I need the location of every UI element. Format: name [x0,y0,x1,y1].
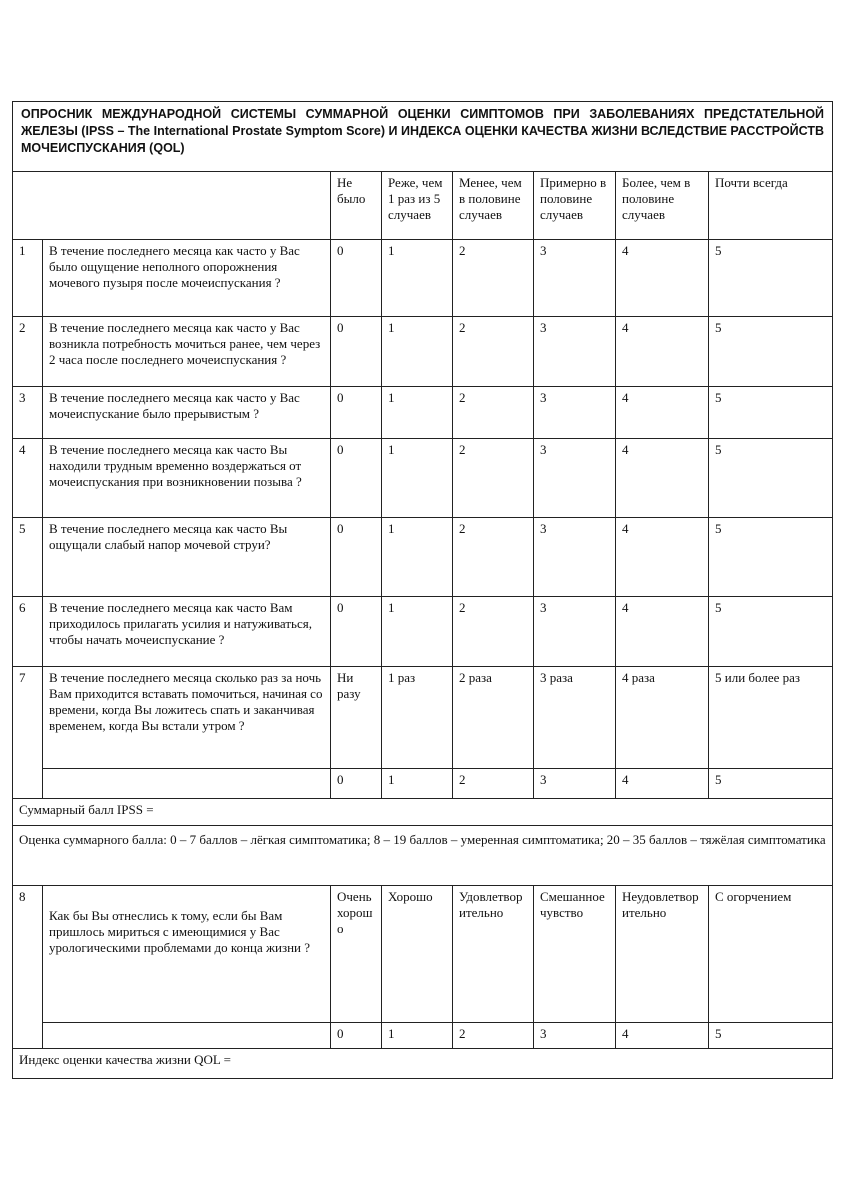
header-option-4: Более, чем в половине случаев [616,172,709,240]
score-cell-3[interactable]: 3 [534,518,616,597]
score-cell-1[interactable]: 1 [382,518,453,597]
score-cell-2[interactable]: 2 [453,387,534,439]
score-cell-1[interactable]: 1 [382,597,453,667]
question-text: Как бы Вы отнеслись к тому, если бы Вам пришлось мириться с имеющимися у Вас урологическими проблемами до конца жизни ? [43,886,331,1023]
score-cell-2[interactable]: 2 [453,317,534,387]
qol-option-0: Очень хорошо [331,886,382,1023]
score-cell-4[interactable]: 4 [616,240,709,317]
score-cell-1[interactable]: 1 [382,317,453,387]
score-cell-3[interactable]: 3 [534,597,616,667]
question-number: 4 [13,439,43,518]
score-cell-1[interactable]: 1 [382,240,453,317]
header-option-2: Менее, чем в половине случаев [453,172,534,240]
question-text: В течение последнего месяца как часто Вы находили трудным временно воздержаться от мочеиспускания при возникновении позыва ? [43,439,331,518]
question-number: 7 [13,667,43,799]
qol-index-row [13,1049,833,1079]
questionnaire-table [12,101,833,1079]
interpretation-row [13,826,833,886]
score-cell-5[interactable]: 5 [709,439,833,518]
score-cell-5[interactable]: 5 [709,387,833,439]
q7-option-4: 4 раза [616,667,709,769]
question-text: В течение последнего месяца как часто Вам приходилось прилагать усилия и натуживаться, чтобы начать мочеиспускание ? [43,597,331,667]
score-cell-4[interactable]: 4 [616,1023,709,1049]
score-cell-0[interactable]: 0 [331,240,382,317]
q7-option-2: 2 раза [453,667,534,769]
question-text: В течение последнего месяца как часто Вы ощущали слабый напор мочевой струи? [43,518,331,597]
qol-option-3: Смешанное чувство [534,886,616,1023]
qol-option-2: Удовлетворительно [453,886,534,1023]
qol-option-5: С огорчением [709,886,833,1023]
score-cell-0[interactable]: 0 [331,387,382,439]
score-cell-4[interactable]: 4 [616,317,709,387]
score-cell-0[interactable]: 0 [331,317,382,387]
score-cell-4[interactable]: 4 [616,387,709,439]
score-cell-0[interactable]: 0 [331,1023,382,1049]
score-cell-2[interactable]: 2 [453,597,534,667]
ipss-sum-field[interactable]: Суммарный балл IPSS = [13,799,833,826]
score-cell-4[interactable]: 4 [616,518,709,597]
header-option-0: Не было [331,172,382,240]
score-cell-0[interactable]: 0 [331,439,382,518]
score-cell-0[interactable]: 0 [331,769,382,799]
score-cell-2[interactable]: 2 [453,240,534,317]
question-row [13,597,833,667]
q7-option-0: Ни разу [331,667,382,769]
score-cell-3[interactable]: 3 [534,769,616,799]
qol-question-row [13,886,833,1023]
score-cell-2[interactable]: 2 [453,439,534,518]
question-number: 3 [13,387,43,439]
score-cell-4[interactable]: 4 [616,597,709,667]
question-number: 1 [13,240,43,317]
ipss-sum-row [13,799,833,826]
header-option-3: Примерно в половине случаев [534,172,616,240]
q7-score-row [13,769,833,799]
ipss-questionnaire [12,101,832,1079]
question-number: 2 [13,317,43,387]
question-text: В течение последнего месяца сколько раз за ночь Вам приходится вставать помочиться, начиная со времени, когда Вы ложитесь спать и заканчивая временем, когда Вы встали утром ? [43,667,331,769]
score-cell-2[interactable]: 2 [453,518,534,597]
score-cell-2[interactable]: 2 [453,1023,534,1049]
score-cell-5[interactable]: 5 [709,518,833,597]
question-number: 6 [13,597,43,667]
questionnaire-title: ОПРОСНИК МЕЖДУНАРОДНОЙ СИСТЕМЫ СУММАРНОЙ ОЦЕНКИ СИМПТОМОВ ПРИ ЗАБОЛЕВАНИЯХ ПРЕДСТАТЕЛЬНОЙ ЖЕЛЕЗЫ (IPSS – The International Prostate Symptom Score) И ИНДЕКСА ОЦЕНКИ КАЧЕСТВА ЖИЗНИ ВСЛЕДСТВИЕ РАССТРОЙСТВ МОЧЕИСПУСКАНИЯ (QOL) [13,102,833,172]
question-row [13,518,833,597]
score-cell-1[interactable]: 1 [382,439,453,518]
question-row [13,439,833,518]
score-cell-3[interactable]: 3 [534,1023,616,1049]
question-number: 8 [13,886,43,1049]
header-blank-cell [13,172,331,240]
question-number: 5 [13,518,43,597]
question-row [13,240,833,317]
qol-index-field[interactable]: Индекс оценки качества жизни QOL = [13,1049,833,1079]
score-cell-4[interactable]: 4 [616,439,709,518]
score-cell-5[interactable]: 5 [709,317,833,387]
score-cell-4[interactable]: 4 [616,769,709,799]
header-row [13,172,833,240]
qol-score-blank [43,1023,331,1049]
title-row [13,102,833,172]
q7-score-blank [43,769,331,799]
score-interpretation: Оценка суммарного балла: 0 – 7 баллов – лёгкая симптоматика; 8 – 19 баллов – умеренная симптоматика; 20 – 35 баллов – тяжёлая симптоматика [13,826,833,886]
score-cell-3[interactable]: 3 [534,439,616,518]
question-row [13,317,833,387]
question-text: В течение последнего месяца как часто у Вас возникла потребность мочиться ранее, чем через 2 часа после последнего мочеиспускания ? [43,317,331,387]
header-option-1: Реже, чем 1 раз из 5 случаев [382,172,453,240]
qol-score-row [13,1023,833,1049]
score-cell-5[interactable]: 5 [709,597,833,667]
score-cell-5[interactable]: 5 [709,1023,833,1049]
qol-option-4: Неудовлетворительно [616,886,709,1023]
q7-option-1: 1 раз [382,667,453,769]
score-cell-1[interactable]: 1 [382,1023,453,1049]
score-cell-5[interactable]: 5 [709,769,833,799]
score-cell-0[interactable]: 0 [331,518,382,597]
q7-option-3: 3 раза [534,667,616,769]
score-cell-1[interactable]: 1 [382,387,453,439]
score-cell-2[interactable]: 2 [453,769,534,799]
question-text: В течение последнего месяца как часто у Вас мочеиспускание было прерывистым ? [43,387,331,439]
header-option-5: Почти всегда [709,172,833,240]
qol-option-1: Хорошо [382,886,453,1023]
question-text: В течение последнего месяца как часто у Вас было ощущение неполного опорожнения мочевого пузыря после мочеиспускания ? [43,240,331,317]
question-row [13,387,833,439]
score-cell-5[interactable]: 5 [709,240,833,317]
score-cell-0[interactable]: 0 [331,597,382,667]
question-row-7 [13,667,833,769]
score-cell-1[interactable]: 1 [382,769,453,799]
score-cell-3[interactable]: 3 [534,240,616,317]
score-cell-3[interactable]: 3 [534,387,616,439]
q7-option-5: 5 или более раз [709,667,833,769]
score-cell-3[interactable]: 3 [534,317,616,387]
